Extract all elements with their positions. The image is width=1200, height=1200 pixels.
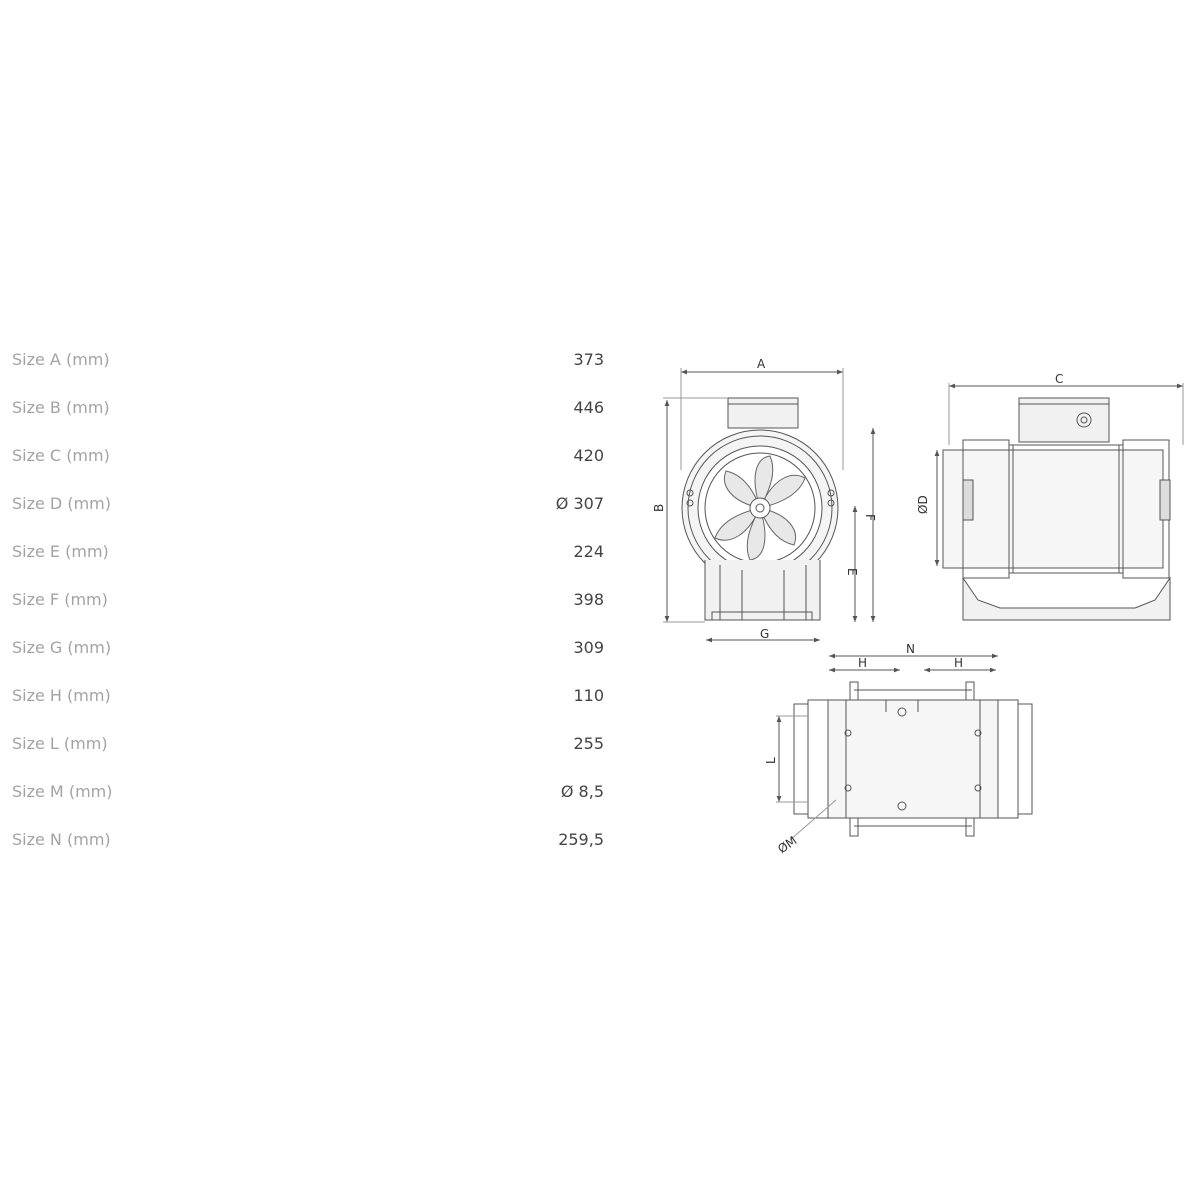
dim-label-e: E	[845, 568, 859, 576]
spec-row-a	[12, 335, 604, 383]
spec-value: Ø 307	[555, 493, 604, 513]
dim-label-h: H	[858, 656, 868, 670]
base-view	[776, 656, 1032, 840]
spec-row-e	[12, 527, 604, 575]
spec-value: 224	[573, 541, 604, 561]
side-view	[937, 383, 1183, 620]
dim-label-m: ØM	[775, 833, 800, 857]
dim-label-b: B	[652, 503, 666, 512]
spec-row-g	[12, 623, 604, 671]
technical-drawing	[640, 350, 1200, 860]
spec-label: Size E (mm)	[12, 541, 109, 561]
spec-value: 373	[573, 349, 604, 369]
dim-label-l: L	[764, 757, 778, 764]
spec-value: 259,5	[558, 829, 604, 849]
spec-label: Size B (mm)	[12, 397, 110, 417]
dim-label-c: C	[1055, 372, 1064, 386]
spec-value: 255	[573, 733, 604, 753]
front-view	[663, 368, 873, 640]
spec-label: Size C (mm)	[12, 445, 110, 465]
spec-table	[12, 335, 604, 863]
spec-row-d	[12, 479, 604, 527]
spec-row-m	[12, 767, 604, 815]
spec-label: Size G (mm)	[12, 637, 112, 657]
spec-value: 420	[573, 445, 604, 465]
spec-label: Size A (mm)	[12, 349, 110, 369]
dim-label-d: ØD	[916, 495, 930, 514]
spec-row-b	[12, 383, 604, 431]
spec-row-n	[12, 815, 604, 863]
spec-row-f	[12, 575, 604, 623]
spec-value: 110	[573, 685, 604, 705]
spec-value: 446	[573, 397, 604, 417]
spec-label: Size M (mm)	[12, 781, 113, 801]
spec-label: Size F (mm)	[12, 589, 108, 609]
spec-value: 398	[573, 589, 604, 609]
spec-label: Size L (mm)	[12, 733, 108, 753]
dim-label-g: G	[760, 627, 770, 641]
spec-label: Size N (mm)	[12, 829, 111, 849]
spec-row-l	[12, 719, 604, 767]
spec-row-h	[12, 671, 604, 719]
spec-value: Ø 8,5	[560, 781, 604, 801]
spec-label: Size D (mm)	[12, 493, 111, 513]
spec-row-c	[12, 431, 604, 479]
spec-label: Size H (mm)	[12, 685, 111, 705]
spec-value: 309	[573, 637, 604, 657]
dim-label-f: F	[863, 514, 877, 521]
dim-label-a: A	[757, 357, 766, 371]
dim-label-n: N	[906, 642, 915, 656]
dim-label-h: H	[954, 656, 964, 670]
